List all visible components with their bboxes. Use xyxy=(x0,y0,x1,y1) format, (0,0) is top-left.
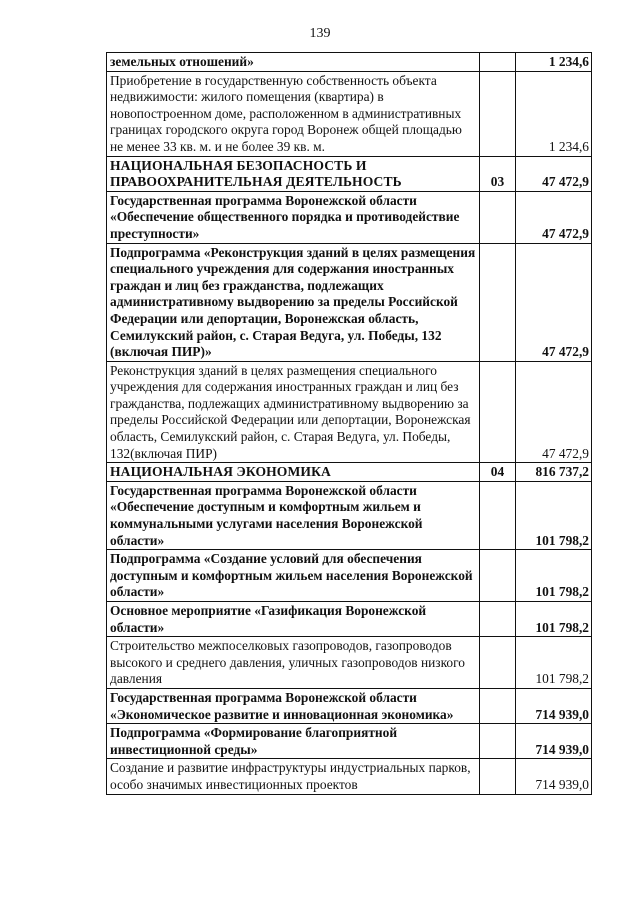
table-row xyxy=(107,243,592,361)
row-description: Государственная программа Воронежской области «Экономическое развитие и инновационная экономика» xyxy=(107,688,480,723)
row-section-code xyxy=(480,481,516,549)
row-amount: 714 939,0 xyxy=(516,688,592,723)
row-section-code: 03 xyxy=(480,156,516,191)
row-section-code xyxy=(480,243,516,361)
row-section-code xyxy=(480,53,516,72)
row-description: Приобретение в государственную собственность объекта недвижимости: жилого помещения (квартира) в новопостроенном доме, расположенном в административных границах городского округа город Воронеж общей площадью не менее 33 кв. м. и не более 39 кв. м. xyxy=(107,71,480,156)
table-row xyxy=(107,53,592,72)
table-row xyxy=(107,71,592,156)
row-description: Реконструкция зданий в целях размещения специального учреждения для содержания иностранных граждан и лиц без гражданства, подлежащих административному выдворению за пределы Российской Федерации или депортации, Воронежская область, Семилукский район, с. Старая Ведуга, ул. Победы, 132(включая ПИР) xyxy=(107,361,480,463)
table-row-section xyxy=(107,463,592,482)
table-row xyxy=(107,602,592,637)
row-description: Строительство межпоселковых газопроводов, газопроводов высокого и среднего давления, уличных газопроводов низкого давления xyxy=(107,637,480,689)
row-section-code xyxy=(480,759,516,794)
row-amount: 101 798,2 xyxy=(516,550,592,602)
row-description: земельных отношений» xyxy=(107,53,480,72)
budget-table xyxy=(106,52,592,795)
table-row xyxy=(107,637,592,689)
row-amount: 1 234,6 xyxy=(516,71,592,156)
row-amount: 101 798,2 xyxy=(516,481,592,549)
row-description: Создание и развитие инфраструктуры индустриальных парков, особо значимых инвестиционных проектов xyxy=(107,759,480,794)
row-amount: 101 798,2 xyxy=(516,602,592,637)
row-description: Основное мероприятие «Газификация Воронежской области» xyxy=(107,602,480,637)
row-section-code xyxy=(480,550,516,602)
row-section-code xyxy=(480,602,516,637)
row-amount: 816 737,2 xyxy=(516,463,592,482)
table-row xyxy=(107,550,592,602)
row-section-code xyxy=(480,637,516,689)
row-section-code xyxy=(480,361,516,463)
row-amount: 47 472,9 xyxy=(516,191,592,243)
table-row xyxy=(107,759,592,794)
row-amount: 714 939,0 xyxy=(516,759,592,794)
row-section-code xyxy=(480,191,516,243)
row-description: НАЦИОНАЛЬНАЯ ЭКОНОМИКА xyxy=(107,463,480,482)
row-amount: 47 472,9 xyxy=(516,361,592,463)
row-amount: 714 939,0 xyxy=(516,724,592,759)
row-section-code xyxy=(480,724,516,759)
page-number: 139 xyxy=(309,26,331,41)
row-description: НАЦИОНАЛЬНАЯ БЕЗОПАСНОСТЬ И ПРАВООХРАНИТЕЛЬНАЯ ДЕЯТЕЛЬНОСТЬ xyxy=(107,156,480,191)
row-amount: 47 472,9 xyxy=(516,243,592,361)
table-row xyxy=(107,481,592,549)
row-amount: 47 472,9 xyxy=(516,156,592,191)
row-description: Подпрограмма «Реконструкция зданий в целях размещения специального учреждения для содержания иностранных граждан и лиц без гражданства, подлежащих административному выдворению за пределы Российской Федерации или депортации, Воронежская область, Семилукский район, с. Старая Ведуга, ул. Победы, 132 (включая ПИР)» xyxy=(107,243,480,361)
table-row xyxy=(107,361,592,463)
row-description: Государственная программа Воронежской области «Обеспечение доступным и комфортным жильем и коммунальными услугами населения Воронежской области» xyxy=(107,481,480,549)
row-description: Подпрограмма «Создание условий для обеспечения доступным и комфортным жильем населения Воронежской области» xyxy=(107,550,480,602)
row-amount: 1 234,6 xyxy=(516,53,592,72)
row-amount: 101 798,2 xyxy=(516,637,592,689)
table-row-section xyxy=(107,156,592,191)
table-row xyxy=(107,724,592,759)
row-description: Подпрограмма «Формирование благоприятной инвестиционной среды» xyxy=(107,724,480,759)
table-row xyxy=(107,191,592,243)
row-section-code xyxy=(480,71,516,156)
row-section-code: 04 xyxy=(480,463,516,482)
row-description: Государственная программа Воронежской области «Обеспечение общественного порядка и противодействие преступности» xyxy=(107,191,480,243)
row-section-code xyxy=(480,688,516,723)
table-row xyxy=(107,688,592,723)
